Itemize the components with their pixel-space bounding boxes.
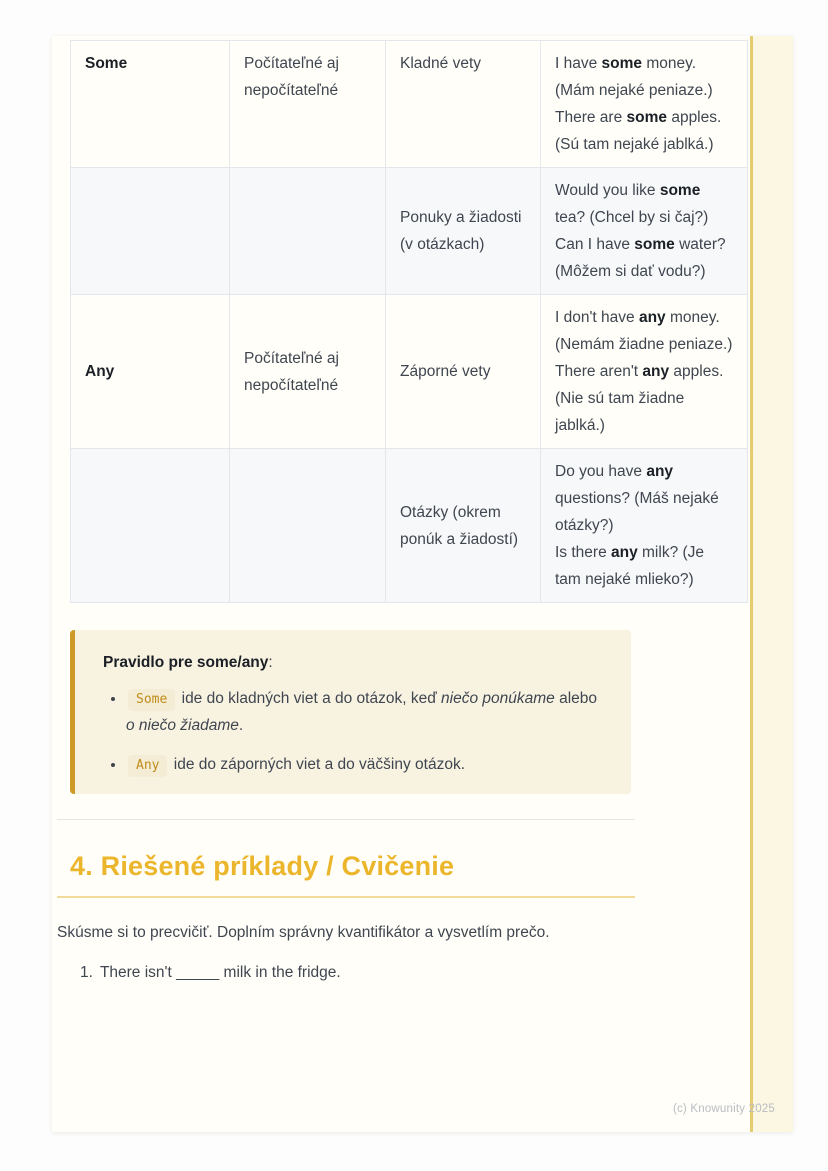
cell-countability [230, 168, 386, 295]
section-heading-block [57, 850, 635, 898]
callout-bullet-any: • Any ide do záporných viet a do väčšiny otázok. [126, 751, 609, 778]
cell-usage: Otázky (okrem ponúk a žiadostí) [386, 449, 541, 603]
cell-quantifier: Some [71, 41, 230, 168]
exercise-item [57, 963, 635, 982]
cell-usage: Záporné vety [386, 295, 541, 449]
table-row [71, 41, 748, 168]
callout-bullet-list [103, 685, 609, 778]
exercise-text: There isn't _____ milk in the fridge. [99, 964, 341, 981]
callout-bullet-some: • Some ide do kladných viet a do otázok, keď niečo ponúkame alebo o niečo žiadame. [126, 685, 609, 739]
exercise-number: 1. [80, 964, 93, 981]
document-page [52, 36, 793, 1132]
section-intro: Skúsme si to precvičiť. Doplním správny kvantifikátor a vysvetlím prečo. [57, 924, 550, 941]
quantifier-table [70, 40, 748, 603]
table-row [71, 449, 748, 603]
rule-callout [70, 630, 631, 794]
cell-countability: Počítateľné aj nepočítateľné [230, 295, 386, 449]
page-content [57, 40, 733, 982]
copyright-notice: (c) Knowunity 2025 [672, 1103, 775, 1115]
section-heading: 4. Riešené príklady / Cvičenie [70, 851, 455, 881]
table-row [71, 295, 748, 449]
table-row [71, 168, 748, 295]
cell-quantifier: Any [71, 295, 230, 449]
cell-countability [230, 449, 386, 603]
cell-examples: Would you like some tea? (Chcel by si čaj?) Can I have some water? (Môžem si dať vodu?) [541, 168, 748, 295]
cell-examples: I have some money. (Mám nejaké peniaze.) There are some apples. (Sú tam nejaké jablká.) [541, 41, 748, 168]
cell-usage: Kladné vety [386, 41, 541, 168]
cell-usage: Ponuky a žiadosti (v otázkach) [386, 168, 541, 295]
cell-examples: Do you have any questions? (Máš nejaké otázky?) Is there any milk? (Je tam nejaké mlieko?) [541, 449, 748, 603]
callout-title: Pravidlo pre some/any: [103, 654, 273, 671]
cell-quantifier [71, 449, 230, 603]
cell-countability: Počítateľné aj nepočítateľné [230, 41, 386, 168]
section-divider [57, 819, 635, 820]
page-edge-stripe [750, 36, 793, 1132]
cell-quantifier [71, 168, 230, 295]
cell-examples: I don't have any money. (Nemám žiadne peniaze.) There aren't any apples. (Nie sú tam žiadne jablká.) [541, 295, 748, 449]
